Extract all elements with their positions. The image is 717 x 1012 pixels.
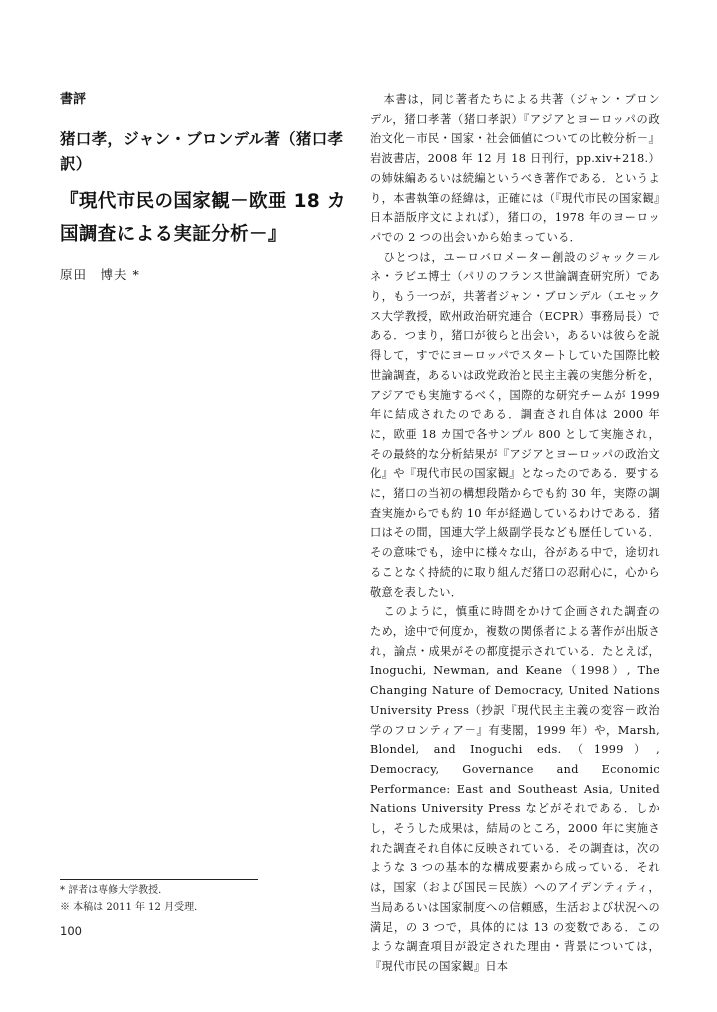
page-number: 100 xyxy=(60,924,82,938)
body-paragraph: 本書は，同じ著者たちによる共著（ジャン・ブロンデル，猪口孝著（猪口孝訳）『アジアとヨーロッパの政治文化－市民・国家・社会価値についての比較分析－』岩波書店，2008 年 12 月 18 日刊行，pp.xiv+218.）の姉妹編あるいは続編というべき著作である．というより，本書執筆の経緯は，正確には（『現代市民の国家観』日本語版序文によれば），猪口の，1978 年のヨーロッパでの 2 つの出会いから始まっている． xyxy=(370,93,660,244)
section-label: 書評 xyxy=(60,92,87,107)
book-title: 『現代市民の国家観－欧亜 18 カ国調査による実証分析－』 xyxy=(60,191,346,245)
review-header xyxy=(60,88,350,283)
footnote-reviewer: * 評者は専修大学教授． xyxy=(60,885,169,896)
body-paragraph: このように，慎重に時間をかけて企画された調査のため，途中で何度か，複数の関係者による著作が出版され，論点・成果がその都度提示されている．たとえば，Inoguchi, Newman, and Keane（1998）, The Changing Nature of Democracy, United Nations University Press（抄訳『現代民主主義の変容－政治学のフロンティア－』有斐閣，1999 年）や，Marsh, Blondel, and Inoguchi eds.（1999）, Democracy, Governance and Economic Performance: East and Southeast Asia, United Nations University Press などがそれである．しかし，そうした成果は，結局のところ，2000 年に実施された調査それ自体に反映されている．その調査は，次のような 3 つの基本的な構成要素から成っている．それは，国家（および国民＝民族）へのアイデンティティ，当局あるいは国家制度への信頼感，生活および状況への満足，の 3 つで，具体的には 13 の変数である．このような調査項目が設定された理由・背景については，『現代市民の国家観』日本 xyxy=(370,605,660,973)
footnote-received: ※ 本稿は 2011 年 12 月受理． xyxy=(60,902,205,913)
reviewer-name: 原田 博夫 * xyxy=(60,267,140,282)
footnotes xyxy=(60,882,204,916)
review-body xyxy=(370,90,660,977)
body-paragraph: ひとつは，ユーロバロメーター創設のジャック＝ルネ・ラビエ博士（パリのフランス世論調査研究所）であり，もう一つが，共著者ジャン・ブロンデル（エセックス大学教授，欧州政治研究連合（ECPR）事務局長）である．つまり，猪口が彼らと出会い，あるいは彼らを説得して，すでにヨーロッパでスタートしていた国際比較世論調査，あるいは政党政治と民主主義の実態分析を，アジアでも実施するべく，国際的な研究チームが 1999 年に結成されたのである．調査され自体は 2000 年に，欧亜 18 カ国で各サンプル 800 として実施され，その最終的な分析結果が『アジアとヨーロッパの政治文化』や『現代市民の国家観』となったのである．要するに，猪口の当初の構想段階からでも約 30 年，実際の調査実施からでも約 10 年が経過しているわけである．猪口はその間，国連大学上級副学長なども歴任している．その意味でも，途中に様々な山，谷がある中で，途切れることなく持続的に取り組んだ猪口の忍耐心に，心から敬意を表したい． xyxy=(370,250,660,599)
book-authors: 猪口孝，ジャン・ブロンデル著（猪口孝訳） xyxy=(60,130,344,173)
footnote-divider xyxy=(60,879,258,880)
